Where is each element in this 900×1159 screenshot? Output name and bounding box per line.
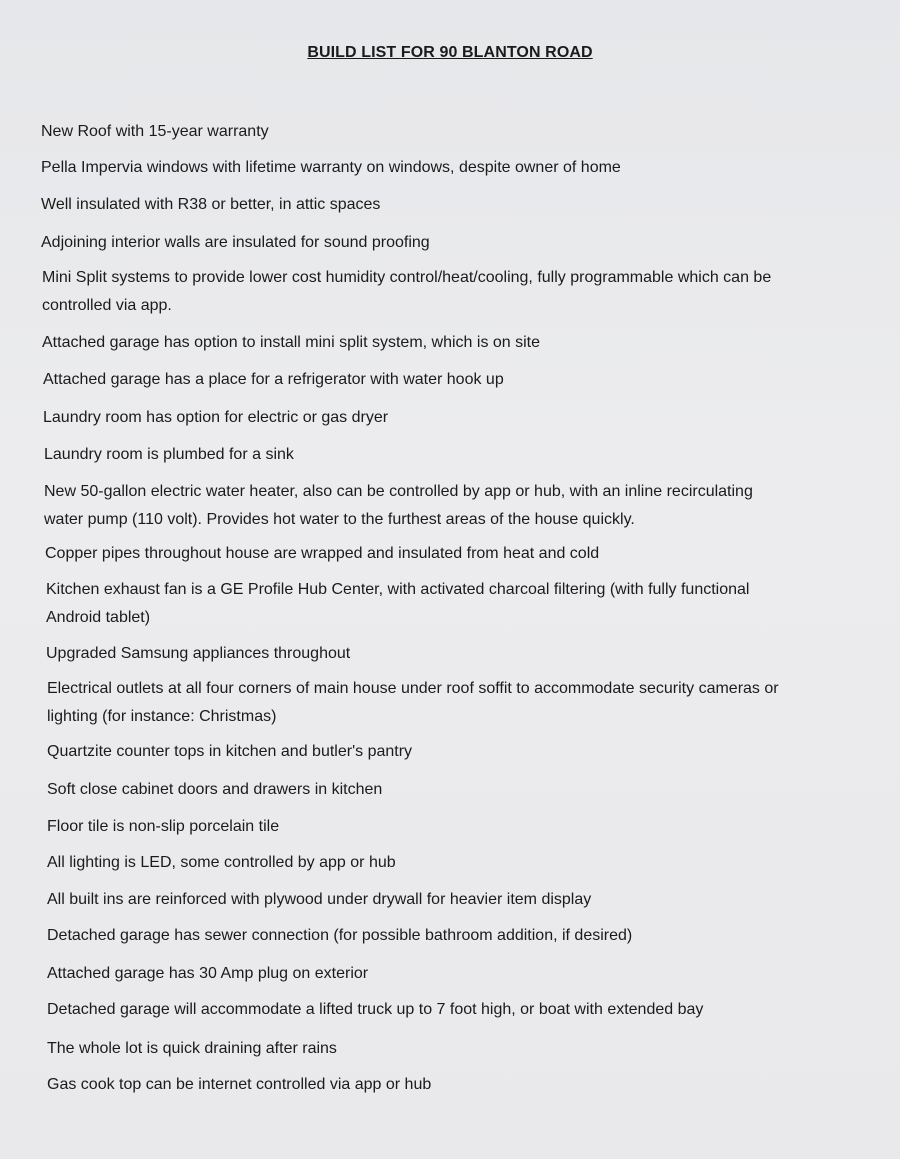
list-item: Mini Split systems to provide lower cost humidity control/heat/cooling, fully programmable which can be controlled via app.	[42, 269, 772, 314]
list-item: Copper pipes throughout house are wrapped and insulated from heat and cold	[45, 545, 600, 562]
list-item: Laundry room is plumbed for a sink	[44, 446, 294, 463]
list-item: The whole lot is quick draining after rains	[47, 1040, 337, 1057]
list-item: Attached garage has option to install mini split system, which is on site	[42, 334, 541, 351]
list-item: Pella Impervia windows with lifetime warranty on windows, despite owner of home	[41, 159, 621, 176]
list-item: Attached garage has 30 Amp plug on exterior	[47, 965, 369, 982]
list-item: Upgraded Samsung appliances throughout	[46, 645, 351, 662]
list-item: Electrical outlets at all four corners of main house under roof soffit to accommodate security cameras or lighting (for instance: Christmas)	[47, 680, 779, 725]
list-item: All lighting is LED, some controlled by app or hub	[47, 854, 396, 871]
list-item: Well insulated with R38 or better, in attic spaces	[41, 196, 381, 213]
list-item: Quartzite counter tops in kitchen and butler's pantry	[47, 743, 413, 760]
list-item: All built ins are reinforced with plywood under drywall for heavier item display	[47, 891, 592, 908]
list-item: Gas cook top can be internet controlled via app or hub	[47, 1076, 432, 1093]
list-item: New Roof with 15-year warranty	[41, 123, 269, 140]
list-item: Attached garage has a place for a refrigerator with water hook up	[43, 371, 504, 388]
list-item: Detached garage has sewer connection (for possible bathroom addition, if desired)	[47, 927, 633, 944]
list-item: Laundry room has option for electric or gas dryer	[43, 409, 389, 426]
list-item: Kitchen exhaust fan is a GE Profile Hub Center, with activated charcoal filtering (with fully functional Android tablet)	[46, 581, 750, 626]
list-item: Detached garage will accommodate a lifted truck up to 7 foot high, or boat with extended bay	[47, 1001, 704, 1018]
list-item: Soft close cabinet doors and drawers in kitchen	[47, 781, 383, 798]
list-item: Adjoining interior walls are insulated for sound proofing	[41, 234, 430, 251]
list-item: New 50-gallon electric water heater, also can be controlled by app or hub, with an inline recirculating water pump (110 volt). Provides hot water to the furthest areas of the house quickly.	[44, 483, 753, 528]
document-title: BUILD LIST FOR 90 BLANTON ROAD	[307, 44, 593, 61]
list-item: Floor tile is non-slip porcelain tile	[47, 818, 280, 835]
